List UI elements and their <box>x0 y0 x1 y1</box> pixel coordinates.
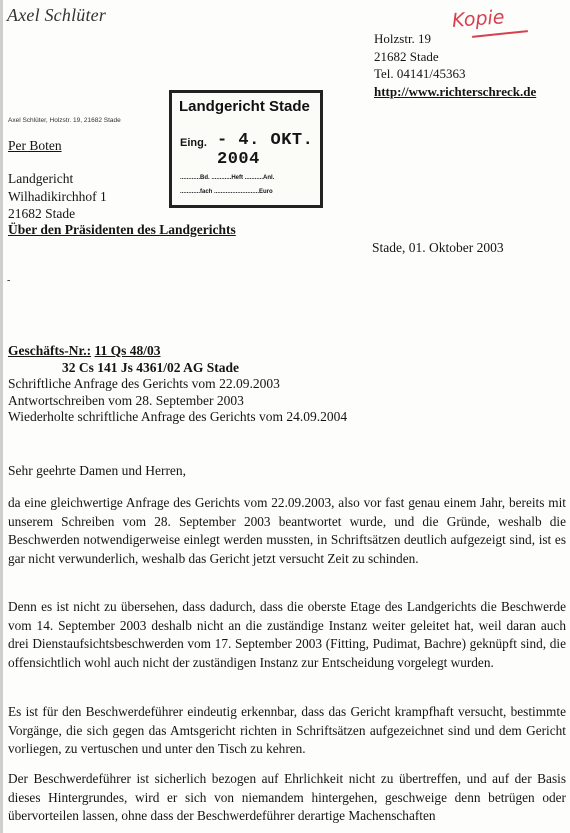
stamp-title: Landgericht Stade <box>179 98 310 115</box>
website-prefix: http:// <box>374 83 409 99</box>
website-link[interactable]: www.richterschreck.de <box>408 83 537 99</box>
place-and-date: Stade, 01. Oktober 2003 <box>372 240 504 255</box>
stamp-row-volume: ............Bd. ............Heft ...........Anl. <box>180 175 275 181</box>
recipient-street: Wilhadikirchhof 1 <box>8 188 107 204</box>
body-paragraph: Es ist für den Beschwerdeführer eindeutig erkennbar, dass das Gericht krampfhaft versucht, bestimmte Vorgänge, die sich gegen das Amtsgericht richten in Schriftsätzen aufgezeichnet sind und dem Gericht vorliegen, zu vertuschen und unter den Tisch zu kehren. <box>8 704 566 756</box>
body-paragraph: Der Beschwerdeführer ist sicherlich bezogen auf Ehrlichkeit nicht zu übertreffen, und auf der Basis dieses Hintergrundes, wird er sich von niemandem hintergehen, geschweige denn betrügen oder übervorteilen lassen, ohne dass der Beschwerdeführer derartige Machenschaften <box>8 771 566 823</box>
case-number-label: Geschäfts-Nr.: <box>8 343 92 358</box>
reference-lines <box>8 376 347 426</box>
sender-street: Holzstr. 19 <box>374 31 432 46</box>
recipient-name: Landgericht <box>8 171 74 186</box>
recipient-city: 21682 Stade <box>8 206 76 221</box>
sender-contact <box>374 30 536 100</box>
salutation: Sehr geehrte Damen und Herren, <box>8 463 187 478</box>
case-reference: 32 Cs 141 Js 4361/02 AG Stade <box>62 360 240 375</box>
kopie-annotation: Kopie <box>451 6 506 32</box>
sender-website[interactable] <box>374 83 536 101</box>
receipt-stamp <box>169 90 323 208</box>
recipient-address <box>8 170 107 223</box>
reference-line: Wiederholte schriftliche Anfrage des Gerichts vom 24.09.2004 <box>8 409 348 424</box>
reference-line: Antwortschreiben vom 28. September 2003 <box>8 392 244 408</box>
reference-line: Schriftliche Anfrage des Gerichts vom 22.09.2003 <box>8 376 280 391</box>
sender-name: Axel Schlüter <box>7 5 107 25</box>
sender-phone: Tel. 04141/45363 <box>374 66 466 81</box>
recipient-via: Über den Präsidenten des Landgerichts <box>8 222 236 237</box>
case-number <box>8 343 161 359</box>
return-address: Axel Schlüter, Holzstr. 19, 21682 Stade <box>8 117 121 124</box>
scan-edge <box>0 0 3 833</box>
stray-mark: - <box>7 275 11 286</box>
case-number-value: 11 Qs 48/03 <box>94 343 161 358</box>
body-paragraph: da eine gleichwertige Anfrage des Gerichts vom 22.09.2003, also vor fast genau einem Jahr, bereits mit unserem Schreiben vom 28. September 2003 beantwortet wurde, und die Gründe, weshalb die Beschwerden notwendigerweise einlegt werden mussten, in Schriftsätzen deutlich aufgezeigt sind, ist es gar nicht verwunderlich, weshalb das Gericht jetzt versucht Zeit zu schinden. <box>8 495 566 566</box>
delivery-method: Per Boten <box>8 138 62 153</box>
body-paragraph: Denn es ist nicht zu übersehen, dass dadurch, dass die oberste Etage des Landgerichts die Beschwerde vom 14. September 2003 deshalb nicht an die zuständige Instanz weiter geleitet hat, weil daran auch drei Dienstaufsichtsbeschwerden vom 17. September 2003 (Fitting, Pudimat, Bachre) geknüpft sind, die offensichtlich wohl auch nicht der zuständigen Instanz zur Entscheidung vorgelegt wurden. <box>8 599 566 670</box>
sender-city: 21682 Stade <box>374 48 439 64</box>
stamp-row-fee: ............fach ...........................Euro <box>180 189 273 195</box>
stamp-eing-label: Eing. <box>180 137 207 149</box>
stamp-date: - 4. OKT. 2004 <box>217 131 314 169</box>
